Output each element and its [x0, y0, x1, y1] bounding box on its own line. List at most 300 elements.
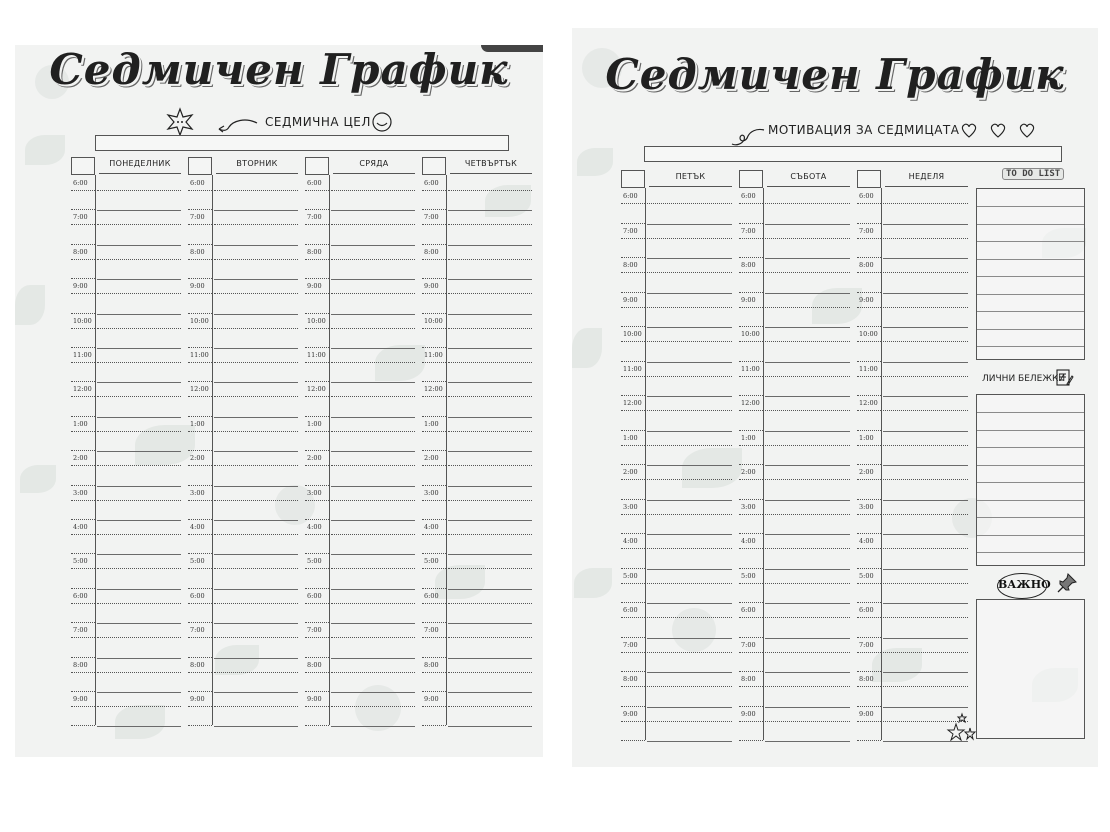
day-checkbox[interactable] [305, 157, 329, 175]
time-slot-line[interactable] [448, 190, 532, 191]
row-line [331, 486, 415, 487]
leaf-decoration [572, 328, 602, 368]
leaf-decoration [574, 568, 612, 598]
time-slot-line[interactable] [97, 362, 181, 363]
dotted-line [422, 568, 446, 569]
page-title: Седмичен График [605, 50, 1065, 99]
time-slot-line[interactable] [647, 341, 732, 342]
time-slot-line[interactable] [765, 548, 850, 549]
time-slot-line[interactable] [97, 293, 181, 294]
dotted-line [422, 381, 446, 382]
dotted-line [422, 224, 446, 225]
dotted-line [739, 395, 763, 396]
time-label: 12:00 [73, 385, 92, 394]
row-line [97, 623, 181, 624]
time-label: 1:00 [424, 419, 439, 428]
dotted-line [857, 257, 881, 258]
time-slot-line[interactable] [647, 445, 732, 446]
dotted-line [621, 376, 645, 377]
dotted-line [422, 190, 446, 191]
time-slot-line[interactable] [883, 617, 968, 618]
time-slot-line[interactable] [448, 431, 532, 432]
time-slot-line[interactable] [448, 706, 532, 707]
dotted-line [305, 672, 329, 673]
time-slot-line[interactable] [765, 341, 850, 342]
dotted-line [857, 307, 881, 308]
time-slot-line[interactable] [647, 376, 732, 377]
time-slot-line[interactable] [883, 548, 968, 549]
time-slot-line[interactable] [448, 259, 532, 260]
dotted-line [305, 431, 329, 432]
time-label: 6:00 [190, 179, 205, 187]
day-header: СЪБОТА [767, 172, 850, 187]
row-line [647, 224, 732, 225]
dotted-line [621, 602, 645, 603]
dotted-line [188, 622, 212, 623]
time-slot-line[interactable] [448, 672, 532, 673]
row-line [97, 348, 181, 349]
row-line [883, 638, 968, 639]
row-line [448, 589, 532, 590]
time-slot-line[interactable] [97, 259, 181, 260]
time-label: 2:00 [859, 468, 874, 476]
row-line [214, 623, 298, 624]
personal-notes-box[interactable] [976, 394, 1085, 566]
time-slot-line[interactable] [448, 465, 532, 466]
dotted-line [739, 548, 763, 549]
time-slot-line[interactable] [331, 190, 415, 191]
dotted-line [857, 602, 881, 603]
dotted-line [621, 652, 645, 653]
row-line [765, 707, 850, 708]
dotted-line [621, 499, 645, 500]
time-slot-line[interactable] [647, 686, 732, 687]
time-slot-line[interactable] [765, 652, 850, 653]
time-label: 9:00 [859, 709, 874, 718]
day-checkbox[interactable] [71, 157, 95, 175]
time-slot-line[interactable] [331, 500, 415, 501]
time-slot-line[interactable] [883, 479, 968, 480]
time-slot-line[interactable] [448, 534, 532, 535]
time-label: 6:00 [73, 179, 88, 187]
time-slot-line[interactable] [448, 500, 532, 501]
dotted-line [422, 431, 446, 432]
time-label: 12:00 [424, 385, 443, 394]
time-slot-line[interactable] [97, 431, 181, 432]
todo-list-box[interactable] [976, 188, 1085, 360]
row-line [448, 726, 532, 727]
time-slot-line[interactable] [214, 259, 298, 260]
time-label: 7:00 [424, 626, 439, 635]
dotted-line [305, 362, 329, 363]
time-slot-line[interactable] [331, 465, 415, 466]
ruled-line [977, 329, 1084, 330]
dotted-line [739, 203, 763, 204]
time-slot-line[interactable] [883, 203, 968, 204]
dotted-line [422, 485, 446, 486]
time-label: 6:00 [623, 192, 638, 200]
time-slot-line[interactable] [214, 637, 298, 638]
dotted-line [739, 341, 763, 342]
dotted-line [739, 238, 763, 239]
time-label: 9:00 [73, 695, 88, 703]
time-label: 12:00 [307, 385, 326, 394]
time-slot-line[interactable] [448, 328, 532, 329]
dotted-line [188, 416, 212, 417]
dotted-line [857, 292, 881, 293]
time-slot-line[interactable] [97, 672, 181, 673]
time-label: 7:00 [73, 626, 88, 635]
time-slot-line[interactable] [765, 479, 850, 480]
time-slot-line[interactable] [765, 203, 850, 204]
row-line [883, 707, 968, 708]
time-slot-line[interactable] [331, 672, 415, 673]
time-label: 5:00 [741, 571, 756, 580]
day-checkbox[interactable] [422, 157, 446, 175]
time-slot-line[interactable] [214, 362, 298, 363]
dotted-line [739, 445, 763, 446]
dotted-line [857, 410, 881, 411]
swirl-arrow-icon [730, 124, 766, 148]
important-box[interactable] [976, 599, 1085, 739]
dotted-line [422, 313, 446, 314]
time-slot-line[interactable] [647, 583, 732, 584]
time-slot-line[interactable] [214, 534, 298, 535]
dotted-line [857, 464, 881, 465]
dotted-line [71, 603, 95, 604]
time-slot-line[interactable] [448, 568, 532, 569]
dotted-line [188, 209, 212, 210]
time-label: 7:00 [307, 213, 322, 222]
row-line [765, 638, 850, 639]
dotted-line [739, 376, 763, 377]
time-label: 11:00 [623, 364, 642, 373]
time-label: 9:00 [190, 695, 205, 703]
personal-notes-label: ЛИЧНИ БЕЛЕЖКИ [982, 374, 1066, 384]
row-line [883, 500, 968, 501]
time-slot-line[interactable] [214, 431, 298, 432]
time-slot-line[interactable] [883, 514, 968, 515]
row-line [331, 658, 415, 659]
row-line [647, 258, 732, 259]
dotted-line [739, 686, 763, 687]
dotted-line [621, 410, 645, 411]
time-slot-line[interactable] [448, 603, 532, 604]
time-slot-line[interactable] [765, 686, 850, 687]
time-label: 10:00 [190, 316, 209, 325]
dotted-line [188, 568, 212, 569]
weekly-goal-field[interactable] [95, 135, 509, 151]
time-label: 8:00 [424, 660, 439, 669]
dotted-line [739, 568, 763, 569]
time-slot-line[interactable] [214, 465, 298, 466]
time-slot-line[interactable] [97, 396, 181, 397]
time-slot-line[interactable] [647, 272, 732, 273]
time-slot-line[interactable] [214, 293, 298, 294]
time-slot-line[interactable] [214, 603, 298, 604]
time-label: 7:00 [190, 213, 205, 222]
time-slot-line[interactable] [331, 534, 415, 535]
dotted-line [739, 479, 763, 480]
time-slot-line[interactable] [765, 307, 850, 308]
dotted-line [305, 190, 329, 191]
time-slot-line[interactable] [647, 410, 732, 411]
dotted-line [71, 637, 95, 638]
time-slot-line[interactable] [448, 637, 532, 638]
weekly-motivation-field[interactable] [644, 146, 1062, 162]
dotted-line [188, 672, 212, 673]
time-label: 3:00 [741, 502, 756, 511]
time-label: 8:00 [73, 247, 88, 256]
time-slot-line[interactable] [331, 362, 415, 363]
dotted-line [422, 657, 446, 658]
row-line [883, 362, 968, 363]
dotted-line [188, 293, 212, 294]
time-slot-line[interactable] [647, 479, 732, 480]
dotted-line [422, 588, 446, 589]
time-slot-line[interactable] [97, 706, 181, 707]
time-label: 6:00 [623, 606, 638, 614]
time-slot-line[interactable] [214, 568, 298, 569]
time-label: 8:00 [73, 660, 88, 669]
dotted-line [71, 485, 95, 486]
dotted-line [305, 209, 329, 210]
time-slot-line[interactable] [647, 514, 732, 515]
time-slot-line[interactable] [765, 514, 850, 515]
dotted-line [71, 209, 95, 210]
time-slot-line[interactable] [97, 603, 181, 604]
todo-list-label: TO DO LIST [1002, 168, 1064, 180]
time-slot-line[interactable] [214, 500, 298, 501]
time-slot-line[interactable] [214, 328, 298, 329]
dotted-line [739, 637, 763, 638]
time-label: 9:00 [859, 295, 874, 304]
dotted-line [739, 740, 763, 741]
time-label: 7:00 [424, 213, 439, 222]
dotted-line [188, 244, 212, 245]
time-slot-line[interactable] [97, 568, 181, 569]
row-line [765, 258, 850, 259]
time-slot-line[interactable] [765, 272, 850, 273]
row-line [765, 603, 850, 604]
time-slot-line[interactable] [765, 583, 850, 584]
row-line [647, 327, 732, 328]
dotted-line [422, 209, 446, 210]
time-label: 10:00 [741, 330, 760, 338]
dotted-line [305, 534, 329, 535]
time-slot-line[interactable] [647, 238, 732, 239]
row-line [97, 314, 181, 315]
time-label: 6:00 [73, 591, 88, 600]
time-slot-line[interactable] [883, 376, 968, 377]
time-label: 10:00 [424, 316, 443, 325]
time-label: 2:00 [190, 454, 205, 463]
day-checkbox[interactable] [739, 170, 763, 188]
dotted-line [422, 244, 446, 245]
time-slot-line[interactable] [331, 259, 415, 260]
time-label: 8:00 [623, 261, 638, 269]
time-slot-line[interactable] [647, 617, 732, 618]
row-line [647, 638, 732, 639]
dotted-line [305, 416, 329, 417]
row-line [883, 327, 968, 328]
time-label: 5:00 [73, 557, 88, 566]
time-slot-line[interactable] [331, 568, 415, 569]
dotted-line [857, 721, 881, 722]
time-slot-line[interactable] [883, 272, 968, 273]
time-label: 12:00 [623, 399, 642, 407]
time-slot-line[interactable] [97, 328, 181, 329]
time-slot-line[interactable] [97, 500, 181, 501]
row-line [448, 245, 532, 246]
dotted-line [857, 583, 881, 584]
dotted-line [305, 347, 329, 348]
time-slot-line[interactable] [331, 431, 415, 432]
dotted-line [305, 381, 329, 382]
time-slot-line[interactable] [765, 376, 850, 377]
row-line [765, 569, 850, 570]
time-slot-line[interactable] [647, 548, 732, 549]
row-line [214, 348, 298, 349]
dotted-line [71, 328, 95, 329]
dotted-line [621, 430, 645, 431]
time-slot-line[interactable] [883, 583, 968, 584]
row-line [448, 554, 532, 555]
row-line [331, 348, 415, 349]
time-slot-line[interactable] [883, 686, 968, 687]
time-slot-line[interactable] [765, 238, 850, 239]
time-slot-line[interactable] [883, 445, 968, 446]
row-line [331, 554, 415, 555]
dotted-line [621, 292, 645, 293]
time-slot-line[interactable] [214, 190, 298, 191]
time-slot-line[interactable] [765, 617, 850, 618]
time-slot-line[interactable] [883, 721, 968, 722]
time-slot-line[interactable] [331, 224, 415, 225]
dotted-line [857, 499, 881, 500]
time-slot-line[interactable] [765, 445, 850, 446]
ruled-line [977, 482, 1084, 483]
row-line [647, 707, 732, 708]
dotted-line [305, 259, 329, 260]
dotted-line [71, 691, 95, 692]
time-slot-line[interactable] [765, 721, 850, 722]
time-slot-line[interactable] [214, 672, 298, 673]
time-slot-line[interactable] [647, 652, 732, 653]
time-slot-line[interactable] [883, 410, 968, 411]
dotted-line [188, 465, 212, 466]
ruled-line [977, 346, 1084, 347]
row-line [214, 245, 298, 246]
time-slot-line[interactable] [214, 224, 298, 225]
time-slot-line[interactable] [97, 637, 181, 638]
time-slot-line[interactable] [97, 465, 181, 466]
time-slot-line[interactable] [331, 637, 415, 638]
time-slot-line[interactable] [331, 328, 415, 329]
time-label: 7:00 [73, 213, 88, 222]
time-slot-line[interactable] [331, 293, 415, 294]
row-line [214, 417, 298, 418]
time-slot-line[interactable] [97, 190, 181, 191]
time-slot-line[interactable] [883, 238, 968, 239]
time-label: 7:00 [623, 640, 638, 649]
leaf-decoration [15, 285, 45, 325]
time-slot-line[interactable] [883, 341, 968, 342]
time-label: 1:00 [623, 433, 638, 442]
dotted-line [188, 603, 212, 604]
time-slot-line[interactable] [331, 603, 415, 604]
day-checkbox[interactable] [857, 170, 881, 188]
row-line [883, 431, 968, 432]
dotted-line [188, 485, 212, 486]
time-label: 5:00 [190, 557, 205, 566]
dotted-line [621, 272, 645, 273]
ruled-line [977, 206, 1084, 207]
time-slot-line[interactable] [214, 396, 298, 397]
time-slot-line[interactable] [883, 652, 968, 653]
row-line [883, 569, 968, 570]
day-header: ПОНЕДЕЛНИК [99, 159, 181, 174]
dotted-line [305, 725, 329, 726]
time-slot-line[interactable] [214, 706, 298, 707]
time-label: 10:00 [307, 316, 326, 325]
dotted-line [621, 721, 645, 722]
time-slot-line[interactable] [883, 307, 968, 308]
time-slot-line[interactable] [647, 307, 732, 308]
time-slot-line[interactable] [448, 293, 532, 294]
dotted-line [305, 637, 329, 638]
dotted-line [188, 725, 212, 726]
time-slot-line[interactable] [765, 410, 850, 411]
day-checkbox[interactable] [188, 157, 212, 175]
row-line [331, 245, 415, 246]
day-checkbox[interactable] [621, 170, 645, 188]
row-line [883, 741, 968, 742]
time-slot-line[interactable] [647, 721, 732, 722]
dotted-line [857, 533, 881, 534]
time-label: 2:00 [307, 454, 322, 463]
time-slot-line[interactable] [97, 224, 181, 225]
time-slot-line[interactable] [448, 396, 532, 397]
time-label: 6:00 [424, 591, 439, 600]
row-line [765, 224, 850, 225]
dotted-line [71, 362, 95, 363]
row-line [97, 382, 181, 383]
row-line [647, 293, 732, 294]
time-slot-line[interactable] [448, 224, 532, 225]
time-slot-line[interactable] [97, 534, 181, 535]
dotted-line [739, 292, 763, 293]
row-line [883, 672, 968, 673]
dotted-line [857, 548, 881, 549]
dotted-line [188, 637, 212, 638]
dotted-line [739, 533, 763, 534]
dotted-line [305, 396, 329, 397]
time-slot-line[interactable] [331, 396, 415, 397]
row-line [765, 396, 850, 397]
ruled-line [977, 430, 1084, 431]
dotted-line [188, 313, 212, 314]
column-divider [446, 175, 447, 725]
time-label: 8:00 [859, 261, 874, 269]
time-slot-line[interactable] [647, 203, 732, 204]
row-line [214, 486, 298, 487]
time-slot-line[interactable] [448, 362, 532, 363]
dotted-line [739, 272, 763, 273]
time-slot-line[interactable] [331, 706, 415, 707]
dotted-line [188, 278, 212, 279]
time-label: 5:00 [307, 557, 322, 566]
